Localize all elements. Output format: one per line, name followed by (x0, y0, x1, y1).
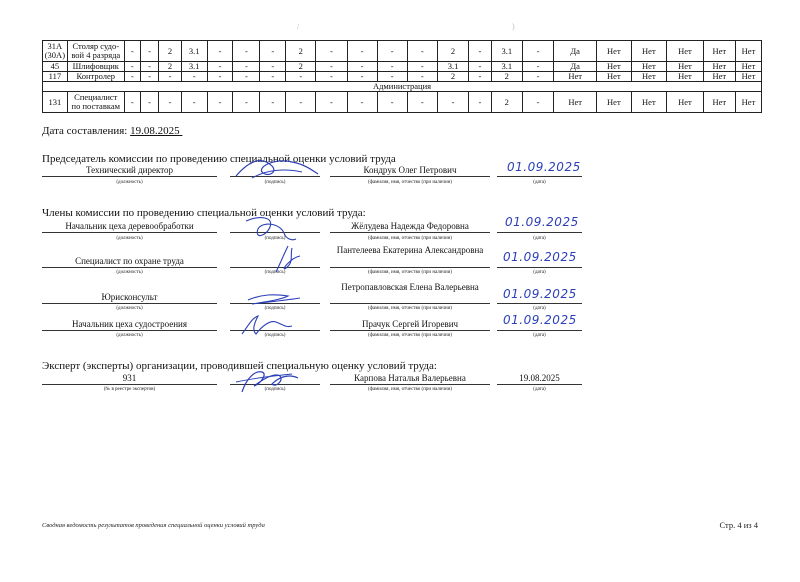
table-cell: - (207, 72, 233, 82)
caption-fullname: (фамилия, имя, отчество (при наличии) (368, 306, 452, 311)
table-cell: 2 (437, 72, 468, 82)
chair-heading: Председатель комиссии по проведению специальной оценки условий труда (42, 153, 396, 165)
table-cell: - (207, 41, 233, 62)
table-row (43, 41, 762, 62)
table-cell: - (233, 72, 260, 82)
table-cell: 2 (159, 41, 182, 62)
table-cell: - (522, 62, 553, 72)
caption-signature: (подпись) (264, 180, 286, 185)
table-row (43, 92, 762, 113)
caption-signature: (подпись) (264, 236, 286, 241)
table-section-row (43, 82, 762, 92)
caption-date: (дата) (533, 333, 546, 338)
table-cell-position: Шлифовщик (67, 62, 124, 72)
member-name: Петропавловская Елена Валерьевна (330, 282, 490, 304)
table-cell: - (140, 72, 158, 82)
table-cell: 2 (159, 62, 182, 72)
member-signature (270, 244, 310, 274)
table-cell: - (286, 92, 316, 113)
table-row (43, 72, 762, 82)
caption-position: (должность) (116, 333, 143, 338)
expert-name: Карпова Наталья Валерьевна (330, 374, 490, 385)
chair-name: Кондрук Олег Петрович (330, 166, 490, 177)
table-cell: - (140, 41, 158, 62)
table-cell: Нет (667, 72, 704, 82)
chair-position: Технический директор (42, 166, 217, 177)
expert-date: 19.08.2025 (497, 374, 582, 385)
table-cell: - (124, 72, 140, 82)
table-cell: Нет (554, 72, 597, 82)
table-cell: - (260, 41, 286, 62)
table-cell: - (377, 72, 407, 82)
table-cell: Нет (554, 92, 597, 113)
member-signature (244, 290, 304, 308)
caption-fullname: (фамилия, имя, отчество (при наличии) (368, 270, 452, 275)
table-cell: - (260, 62, 286, 72)
table-cell: - (260, 92, 286, 113)
table-cell: Нет (631, 72, 667, 82)
table-cell: - (207, 92, 233, 113)
table-cell: Нет (667, 41, 704, 62)
member-handwritten-date: 01.09.2025 (505, 215, 579, 229)
table-cell: Нет (631, 41, 667, 62)
table-cell-id: 131 (43, 92, 68, 113)
compilation-date: 19.08.2025 (130, 125, 180, 137)
table-cell-id: 45 (43, 62, 68, 72)
table-section-label: Администрация (43, 82, 762, 92)
table-cell: - (181, 92, 207, 113)
table-cell: - (377, 62, 407, 72)
table-cell-position: Специалист по поставкам (67, 92, 124, 113)
results-table (42, 40, 762, 113)
table-cell: - (347, 62, 377, 72)
page-number: Стр. 4 из 4 (719, 520, 758, 530)
table-cell: - (407, 41, 437, 62)
table-cell: 3.1 (181, 62, 207, 72)
table-cell: 3.1 (491, 41, 522, 62)
member-name: Пантелеева Екатерина Александровна (330, 245, 490, 268)
table-cell: - (469, 92, 492, 113)
table-cell: Нет (703, 92, 735, 113)
caption-position: (должность) (116, 180, 143, 185)
table-cell: 3.1 (437, 62, 468, 72)
scan-mark: / (297, 22, 300, 31)
member-position: Юрисконсульт (42, 293, 217, 304)
caption-date: (дата) (533, 387, 546, 392)
table-cell: 3.1 (181, 41, 207, 62)
table-cell: Нет (631, 62, 667, 72)
table-cell: Нет (667, 92, 704, 113)
table-cell: - (159, 72, 182, 82)
table-cell: - (316, 92, 347, 113)
member-signature (236, 312, 296, 338)
table-cell: Нет (631, 92, 667, 113)
table-cell: - (407, 62, 437, 72)
table-cell: - (124, 62, 140, 72)
table-cell: - (140, 92, 158, 113)
caption-signature: (подпись) (264, 270, 286, 275)
expert-registry-number: 931 (42, 374, 217, 385)
table-cell: Нет (735, 41, 761, 62)
table-row (43, 62, 762, 72)
table-cell: - (233, 62, 260, 72)
table-cell: 2 (286, 62, 316, 72)
table-cell: - (522, 92, 553, 113)
member-handwritten-date: 01.09.2025 (503, 250, 577, 264)
scan-mark: ) (512, 22, 515, 31)
caption-date: (дата) (533, 180, 546, 185)
table-cell-position: Контролер (67, 72, 124, 82)
table-cell: - (233, 92, 260, 113)
table-cell: - (407, 72, 437, 82)
table-cell: 2 (286, 41, 316, 62)
table-cell: Да (554, 62, 597, 72)
table-cell: - (347, 92, 377, 113)
table-cell: - (347, 41, 377, 62)
member-signature (240, 213, 300, 243)
table-cell: - (316, 41, 347, 62)
table-cell: 3.1 (491, 62, 522, 72)
table-cell: Нет (703, 41, 735, 62)
caption-position: (должность) (116, 306, 143, 311)
table-cell: - (469, 62, 492, 72)
caption-registry: (№ в реестре экспертов) (103, 387, 156, 392)
table-cell: - (522, 41, 553, 62)
caption-fullname: (фамилия, имя, отчество (при наличии) (368, 387, 452, 392)
table-cell: Нет (597, 41, 631, 62)
caption-signature: (подпись) (264, 306, 286, 311)
caption-position: (должность) (116, 270, 143, 275)
table-cell: - (207, 62, 233, 72)
table-cell: - (437, 92, 468, 113)
table-cell: 2 (491, 72, 522, 82)
members-heading: Члены комиссии по проведению специальной оценки условий труда: (42, 207, 366, 219)
table-cell: Да (554, 41, 597, 62)
caption-date: (дата) (533, 270, 546, 275)
table-cell: - (233, 41, 260, 62)
compilation-date-line (42, 125, 182, 137)
table-cell: - (377, 92, 407, 113)
table-cell: Нет (735, 72, 761, 82)
member-handwritten-date: 01.09.2025 (503, 287, 577, 301)
table-cell-id: 117 (43, 72, 68, 82)
table-cell: - (407, 92, 437, 113)
table-cell: - (347, 72, 377, 82)
caption-fullname: (фамилия, имя, отчество (при наличии) (368, 333, 452, 338)
chair-signature (232, 152, 322, 184)
table-cell: - (181, 72, 207, 82)
table-cell: - (124, 41, 140, 62)
caption-signature: (подпись) (264, 333, 286, 338)
caption-fullname: (фамилия, имя, отчество (при наличии) (368, 236, 452, 241)
table-cell: 2 (491, 92, 522, 113)
table-cell: - (286, 72, 316, 82)
expert-heading: Эксперт (эксперты) организации, проводившей специальную оценку условий труда: (42, 360, 437, 372)
table-cell: - (260, 72, 286, 82)
table-cell: Нет (735, 92, 761, 113)
table-cell: Нет (597, 62, 631, 72)
caption-fullname: (фамилия, имя, отчество (при наличии) (368, 180, 452, 185)
table-cell: Нет (703, 62, 735, 72)
table-cell: - (522, 72, 553, 82)
table-cell: - (316, 72, 347, 82)
table-cell: Нет (703, 72, 735, 82)
table-cell-position: Столяр судо-вой 4 разряда (67, 41, 124, 62)
table-cell: - (377, 41, 407, 62)
footer-title: Сводная ведомость результатов проведения специальной оценки условий труда (42, 522, 265, 529)
table-cell: - (124, 92, 140, 113)
table-cell: - (316, 62, 347, 72)
caption-date: (дата) (533, 236, 546, 241)
caption-date: (дата) (533, 306, 546, 311)
table-cell: - (159, 92, 182, 113)
table-cell: Нет (667, 62, 704, 72)
caption-signature: (подпись) (264, 387, 286, 392)
table-cell: - (469, 41, 492, 62)
table-cell: 2 (437, 41, 468, 62)
table-cell: Нет (597, 92, 631, 113)
member-name: Жёлудева Надежда Федоровна (330, 222, 490, 233)
table-cell: Нет (735, 62, 761, 72)
member-position: Начальник цеха деревообработки (42, 222, 217, 233)
table-cell: - (140, 62, 158, 72)
caption-position: (должность) (116, 236, 143, 241)
table-cell-id: 31А (30А) (43, 41, 68, 62)
expert-signature (232, 362, 302, 398)
table-cell: - (469, 72, 492, 82)
table-cell: Нет (597, 72, 631, 82)
member-position: Начальник цеха судостроения (42, 320, 217, 331)
member-name: Прачук Сергей Игоревич (330, 320, 490, 331)
compilation-label: Дата составления: (42, 125, 128, 137)
chair-handwritten-date: 01.09.2025 (507, 160, 581, 174)
member-position: Специалист по охране труда (42, 257, 217, 268)
member-handwritten-date: 01.09.2025 (503, 313, 577, 327)
